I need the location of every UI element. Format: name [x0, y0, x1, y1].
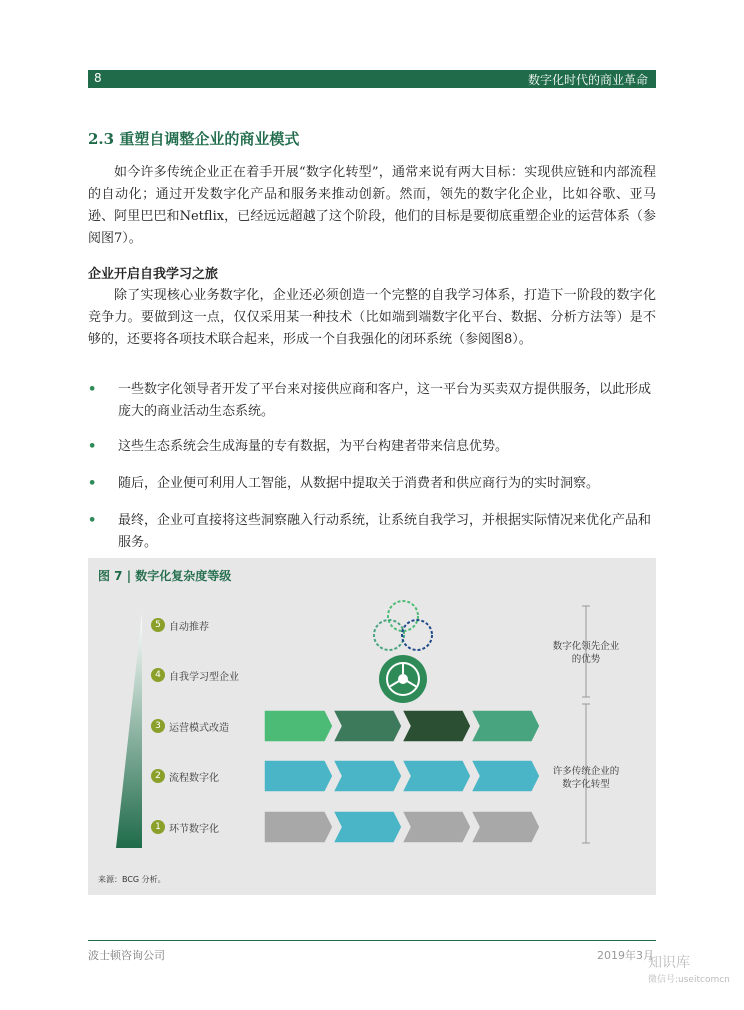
page-header — [88, 70, 656, 88]
level-3-number: 3 — [151, 719, 165, 733]
level-2-label: 流程数字化 — [169, 773, 219, 784]
level-1-label: 环节数字化 — [169, 824, 219, 835]
note-line: 数字化转型 — [562, 779, 610, 790]
bullet-text: 这些生态系统会生成海量的专有数据，为平台构建者带来信息优势。 — [118, 439, 509, 454]
row2-segment — [333, 760, 402, 792]
row3-segment — [264, 710, 333, 742]
bullet-icon: • — [88, 439, 97, 454]
learning-paragraph: 除了实现核心业务数字化，企业还必须创造一个完整的自我学习体系，打造下一阶段的数字化竞争力。要做到这一点，仅仅采用某一种技术（比如端到端数字化平台、数据、分析方法等）是不够的，还要将各项技术联合起来，形成一个自我强化的闭环系统（参阅图8）。 — [88, 288, 656, 347]
level-4-label: 自我学习型企业 — [169, 672, 239, 683]
note-line: 许多传统企业的 — [552, 766, 620, 777]
running-title: 数字化时代的商业革命 — [527, 73, 648, 87]
footer-publisher: 波士顿咨询公司 — [88, 949, 165, 962]
row2-segment — [471, 760, 540, 792]
row1-segment — [402, 811, 471, 843]
complexity-wedge — [116, 613, 142, 848]
row3-segment — [471, 710, 540, 742]
row3-segment — [333, 710, 402, 742]
watermark-sub: 微信号:useitcomcn — [648, 975, 730, 985]
level-5-label: 自动推荐 — [169, 622, 209, 633]
level-1-number: 1 — [151, 820, 165, 834]
level-5-number: 5 — [151, 618, 165, 632]
three-circles-icon — [374, 601, 432, 650]
bullet-text: 最终，企业可直接将这些洞察融入行动系统，让系统自我学习，并根据实际情况来优化产品和服务。 — [118, 513, 652, 550]
figure-title: 图 7 | 数字化复杂度等级 — [98, 569, 232, 583]
row2-segment — [402, 760, 471, 792]
bullet-icon: • — [88, 476, 97, 491]
subheading: 企业开启自我学习之旅 — [88, 267, 219, 282]
level-4-number: 4 — [151, 668, 165, 682]
note-line: 数字化领先企业 — [552, 641, 620, 652]
footer-date: 2019年3月 — [597, 949, 654, 962]
intro-paragraph: 如今许多传统企业正在着手开展“数字化转型”，通常来说有两大目标：实现供应链和内部流程的自动化；通过开发数字化产品和服务来推动创新。然而，领先的数字化企业，比如谷歌、亚马逊、阿里巴巴和Netflix，已经远远超越了这个阶段，他们的目标是要彻底重塑企业的运营体系（参阅图7）。 — [88, 165, 656, 246]
footer-rule — [88, 940, 656, 941]
row2-segment — [264, 760, 333, 792]
figure-7 — [88, 558, 656, 895]
note-line: 的优势 — [571, 654, 601, 665]
leader-advantage-note — [540, 640, 632, 666]
row1-segment — [471, 811, 540, 843]
figure-source: 来源：BCG 分析。 — [98, 875, 166, 884]
row1-segment — [333, 811, 402, 843]
level-3-label: 运营模式改造 — [169, 723, 229, 734]
closed-loop-icon — [379, 655, 427, 703]
watermark-name: 知识库 — [648, 955, 690, 971]
bullet-text: 随后，企业便可利用人工智能，从数据中提取关于消费者和供应商行为的实时洞察。 — [118, 476, 600, 491]
bullet-icon: • — [88, 513, 97, 528]
traditional-transform-note — [540, 765, 632, 791]
row1-segment — [264, 811, 333, 843]
section-title: 2.3 重塑自调整企业的商业模式 — [88, 130, 300, 148]
bullet-text: 一些数字化领导者开发了平台来对接供应商和客户，这一平台为买卖双方提供服务，以此形成庞大的商业活动生态系统。 — [118, 382, 652, 419]
row3-segment — [402, 710, 471, 742]
watermark — [648, 952, 730, 985]
bullet-icon: • — [88, 382, 97, 397]
level-2-number: 2 — [151, 769, 165, 783]
page-number: 8 — [94, 71, 102, 85]
